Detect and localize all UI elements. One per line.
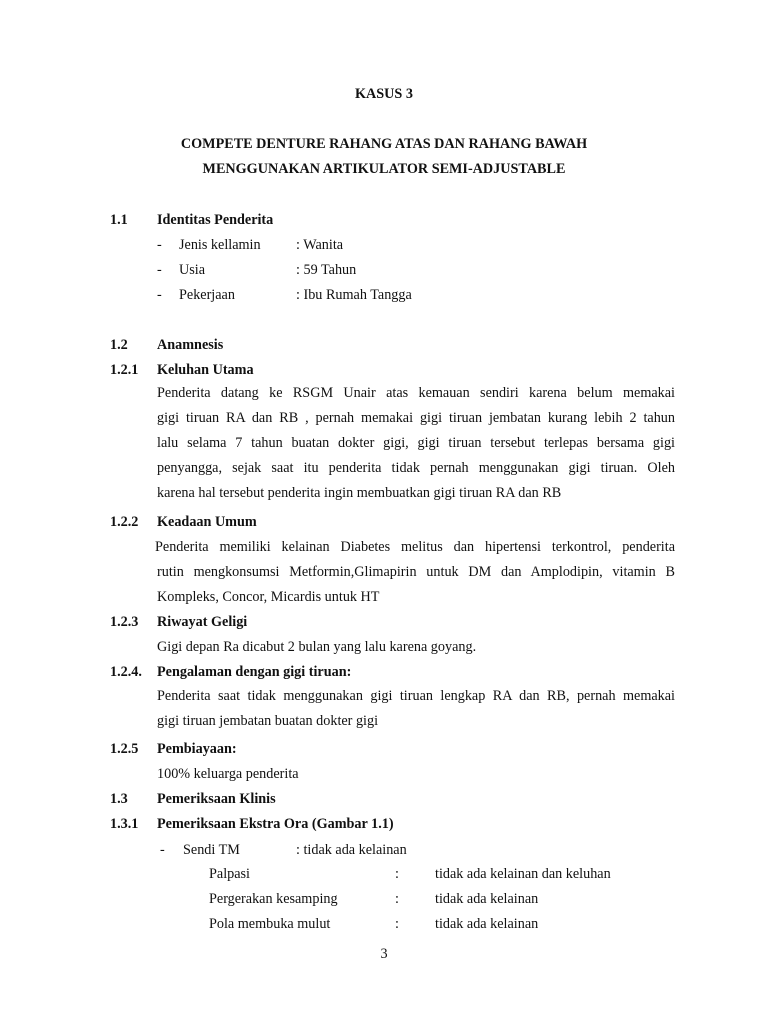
section-number: 1.2.5	[110, 741, 139, 757]
section-heading: Identitas Penderita	[157, 212, 274, 228]
field-value: tidak ada kelainan	[435, 891, 539, 907]
paragraph	[157, 381, 675, 506]
section-heading: Pemeriksaan Klinis	[157, 791, 276, 807]
paragraph	[155, 535, 675, 610]
section-number: 1.2.4.	[110, 664, 142, 680]
section-heading: Riwayat Geligi	[157, 614, 248, 630]
section-number: 1.2	[110, 337, 128, 353]
paragraph-line: lalu selama 7 tahun buatan dokter gigi, gigi tiruan tersebut terlepas bersama gigi	[157, 435, 675, 451]
paragraph	[157, 684, 675, 734]
field-label: Jenis kellamin	[179, 237, 261, 253]
field-label: Pekerjaan	[179, 287, 235, 303]
field-label: Pola membuka mulut	[209, 916, 331, 932]
section-heading: Pengalaman dengan gigi tiruan:	[157, 664, 352, 680]
section-heading: Anamnesis	[157, 337, 224, 353]
field-label: Usia	[179, 262, 206, 278]
field-value: : tidak ada kelainan	[296, 842, 407, 858]
section-heading: Keadaan Umum	[157, 514, 257, 530]
section-number: 1.3.1	[110, 816, 139, 832]
list-dash: -	[157, 262, 162, 278]
list-dash: -	[160, 842, 165, 858]
section-number: 1.2.2	[110, 514, 139, 530]
paragraph-line: 100% keluarga penderita	[157, 766, 299, 782]
section-number: 1.1	[110, 212, 128, 228]
field-value: : 59 Tahun	[296, 262, 357, 278]
paragraph-line: penyangga, sejak saat itu penderita tidak pernah menggunakan gigi tiruan. Oleh	[157, 460, 675, 476]
document-subtitle-line-1: COMPETE DENTURE RAHANG ATAS DAN RAHANG BAWAH	[180, 136, 588, 152]
paragraph-line: gigi tiruan jembatan buatan dokter gigi	[157, 713, 379, 729]
document-subtitle-line-2: MENGGUNAKAN ARTIKULATOR SEMI-ADJUSTABLE	[202, 161, 566, 177]
paragraph-line: Penderita saat tidak menggunakan gigi tiruan lengkap RA dan RB, pernah memakai	[157, 688, 675, 704]
paragraph-line: Kompleks, Concor, Micardis untuk HT	[157, 589, 380, 605]
document-title: KASUS 3	[355, 86, 413, 102]
field-colon: :	[395, 891, 399, 907]
section-heading: Keluhan Utama	[157, 362, 254, 378]
list-dash: -	[157, 287, 162, 303]
field-value: : Wanita	[296, 237, 344, 253]
section-heading: Pembiayaan:	[157, 741, 237, 757]
field-label: Sendi TM	[183, 842, 240, 858]
field-colon: :	[395, 866, 399, 882]
field-label: Pergerakan kesamping	[209, 891, 338, 907]
field-label: Palpasi	[209, 866, 250, 882]
paragraph-line: Gigi depan Ra dicabut 2 bulan yang lalu karena goyang.	[157, 639, 477, 655]
section-number: 1.2.3	[110, 614, 139, 630]
page-number: 3	[380, 946, 388, 962]
field-value: tidak ada kelainan	[435, 916, 539, 932]
field-value: : Ibu Rumah Tangga	[296, 287, 412, 303]
paragraph-line: Penderita memiliki kelainan Diabetes melitus dan hipertensi terkontrol, penderita	[155, 539, 675, 555]
paragraph-line: karena hal tersebut penderita ingin membuatkan gigi tiruan RA dan RB	[157, 485, 562, 501]
field-colon: :	[395, 916, 399, 932]
paragraph-line: Penderita datang ke RSGM Unair atas kemauan sendiri karena belum memakai	[157, 385, 675, 401]
list-dash: -	[157, 237, 162, 253]
section-number: 1.2.1	[110, 362, 139, 378]
section-number: 1.3	[110, 791, 128, 807]
section-heading: Pemeriksaan Ekstra Ora (Gambar 1.1)	[157, 816, 394, 832]
field-value: tidak ada kelainan dan keluhan	[435, 866, 611, 882]
paragraph-line: rutin mengkonsumsi Metformin,Glimapirin untuk DM dan Amplodipin, vitamin B	[157, 564, 675, 580]
paragraph-line: gigi tiruan RA dan RB , pernah memakai gigi tiruan jembatan kurang lebih 2 tahun	[157, 410, 675, 426]
